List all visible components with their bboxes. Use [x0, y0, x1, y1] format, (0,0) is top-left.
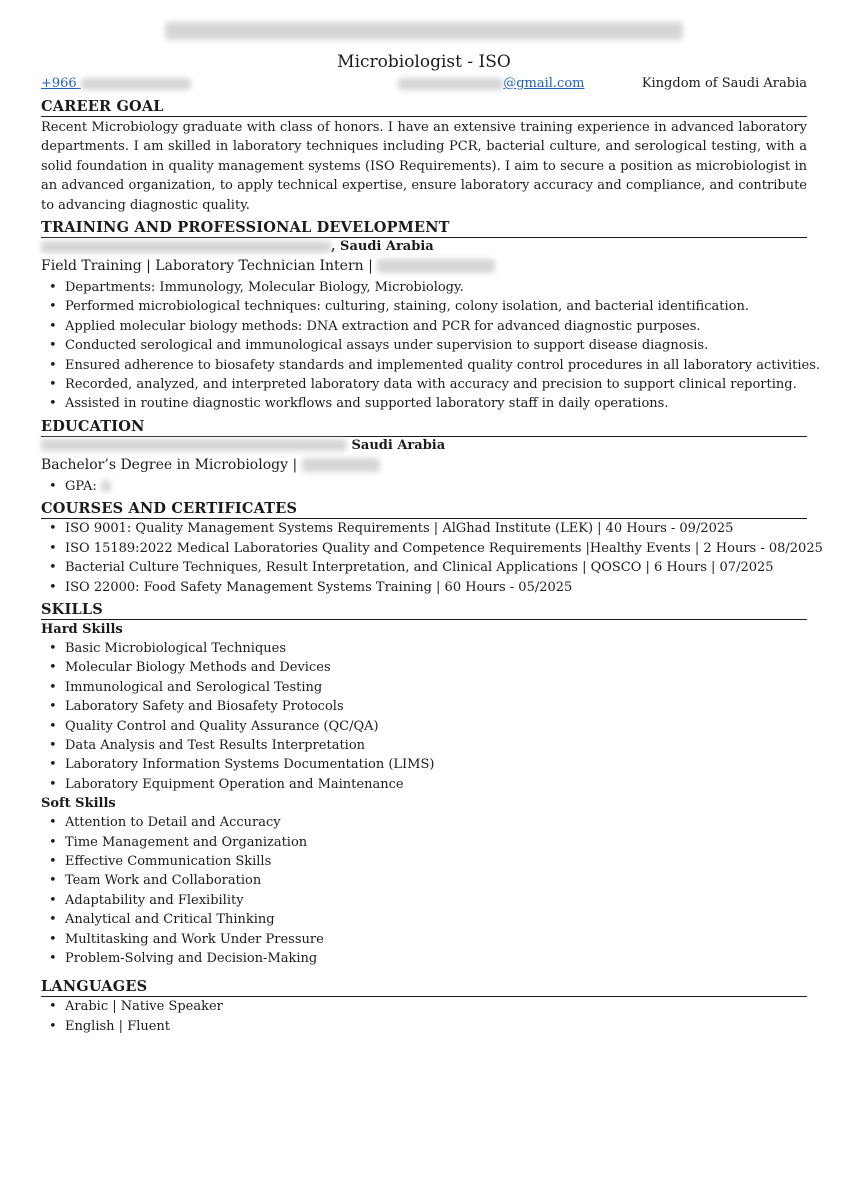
phone-link[interactable] [41, 74, 191, 94]
list-item: • Ensured adherence to biosafety standards and implemented quality control procedures in all laboratory activities. [49, 357, 820, 373]
education-organization [41, 437, 807, 455]
list-item: • Recorded, analyzed, and interpreted laboratory data with accuracy and precision to support clinical reporting. [49, 377, 797, 393]
redacted-grad-date [302, 458, 380, 472]
list-item: • Laboratory Information Systems Documentation (LIMS) [49, 757, 435, 773]
languages-list [41, 997, 807, 1036]
list-item: • ISO 15189:2022 Medical Laboratories Quality and Competence Requirements |Healthy Events | 2 Hours - 08/2025 [49, 540, 823, 556]
list-item: • Adaptability and Flexibility [49, 892, 244, 908]
list-item: • Conducted serological and immunological assays under supervision to support disease diagnosis. [49, 338, 709, 354]
soft-skills-list [41, 813, 807, 968]
redacted-dates [377, 259, 495, 273]
candidate-name-redacted [41, 18, 807, 46]
list-item: • Assisted in routine diagnostic workflows and supported laboratory staff in daily operations. [49, 396, 669, 412]
list-item: • Time Management and Organization [49, 834, 308, 850]
hard-skills-heading: Hard Skills [41, 621, 123, 637]
education-degree [41, 455, 807, 477]
redacted-organization [41, 241, 331, 253]
soft-skills-heading: Soft Skills [41, 796, 116, 812]
list-item: • Data Analysis and Test Results Interpretation [49, 737, 366, 753]
contact-line [41, 74, 807, 94]
redacted-name [165, 22, 683, 40]
training-bullets [41, 278, 820, 414]
list-item: • Immunological and Serological Testing [49, 679, 323, 695]
courses-list [41, 519, 823, 597]
career-goal-text: Recent Microbiology graduate with class of honors. I have an extensive training experience in advanced laboratory departments. I am skilled in laboratory techniques including PCR, bacterial culture, and serological testing, with a solid foundation in quality management systems (ISO Requirements). I aim to secure a position as microbiologist in an advanced organization, to apply technical expertise, ensure laboratory accuracy and compliance, and contribute to advancing diagnostic quality. [41, 120, 807, 213]
list-item: • Molecular Biology Methods and Devices [49, 660, 331, 676]
section-heading-career-goal: CAREER GOAL [41, 94, 807, 117]
section-heading-skills: SKILLS [41, 597, 807, 620]
education-bullets [41, 477, 807, 496]
phone-prefix: +966 [41, 76, 77, 91]
list-item: • Bacterial Culture Techniques, Result Interpretation, and Clinical Applications | QOSCO | 6 Hours | 07/2025 [49, 560, 774, 576]
list-item: • Quality Control and Quality Assurance (QC/QA) [49, 718, 379, 734]
section-heading-courses: COURSES AND CERTIFICATES [41, 496, 807, 519]
hard-skills-list [41, 639, 807, 794]
list-item: • Laboratory Equipment Operation and Maintenance [49, 776, 404, 792]
list-item: • ISO 22000: Food Safety Management Systems Training | 60 Hours - 05/2025 [49, 579, 573, 595]
list-item: • Team Work and Collaboration [49, 873, 262, 889]
location: Kingdom of Saudi Arabia [641, 76, 807, 91]
list-item: • Effective Communication Skills [49, 853, 272, 869]
training-role-text: Field Training | Laboratory Technician Intern | [41, 258, 373, 275]
training-organization [41, 238, 807, 256]
section-heading-languages: LANGUAGES [41, 974, 807, 997]
gpa-label: GPA: [65, 478, 97, 494]
email-suffix: @gmail.com [503, 76, 585, 91]
list-item: • Attention to Detail and Accuracy [49, 815, 281, 831]
list-item: • English | Fluent [49, 1018, 171, 1034]
list-item: • Applied molecular biology methods: DNA extraction and PCR for advanced diagnostic purposes. [49, 318, 701, 334]
redacted-email [398, 78, 503, 90]
training-location: , Saudi Arabia [331, 239, 434, 255]
education-location: Saudi Arabia [351, 437, 446, 453]
list-item: • Problem-Solving and Decision-Making [49, 951, 318, 966]
redacted-phone [81, 78, 191, 90]
resume-title: Microbiologist - ISO [337, 52, 511, 72]
list-item: • GPA: [49, 477, 807, 496]
list-item: • ISO 9001: Quality Management Systems Requirements | AlGhad Institute (LEK) | 40 Hours - 09/2025 [49, 521, 734, 537]
training-role [41, 256, 807, 278]
section-heading-training: TRAINING AND PROFESSIONAL DEVELOPMENT [41, 215, 807, 238]
list-item: • Basic Microbiological Techniques [49, 640, 287, 656]
list-item: • Multitasking and Work Under Pressure [49, 931, 324, 947]
list-item: • Performed microbiological techniques: culturing, staining, colony isolation, and bacterial identification. [49, 299, 749, 315]
redacted-gpa [101, 480, 111, 492]
degree-text: Bachelor’s Degree in Microbiology | [41, 456, 298, 473]
email-link[interactable] [398, 74, 584, 94]
list-item: • Arabic | Native Speaker [49, 999, 223, 1015]
list-item: • Analytical and Critical Thinking [49, 912, 275, 928]
section-heading-education: EDUCATION [41, 414, 807, 437]
list-item: • Departments: Immunology, Molecular Biology, Microbiology. [49, 280, 464, 296]
list-item: • Laboratory Safety and Biosafety Protocols [49, 699, 344, 715]
redacted-university [41, 439, 347, 451]
